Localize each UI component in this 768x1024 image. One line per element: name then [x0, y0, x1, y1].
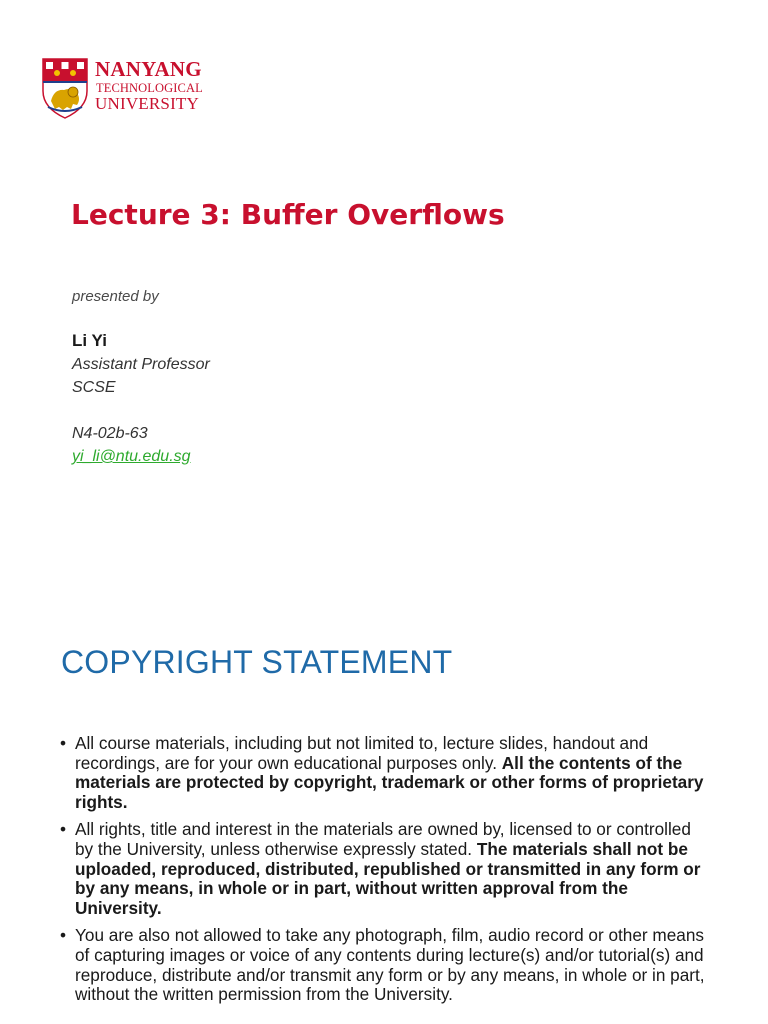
ntu-crest-icon	[40, 57, 90, 119]
lecture-title: Lecture 3: Buffer Overflows	[71, 198, 505, 231]
presenter-office: N4-02b-63	[72, 425, 148, 442]
presenter-email-link[interactable]: yi_li@ntu.edu.sg	[72, 448, 191, 465]
bullet-bold-text: All the contents of the materials are protected by copyright, trademark or other forms of proprietary rights.	[75, 752, 704, 812]
bullet-bold-text: The materials shall not be uploaded, reproduced, distributed, republished or transmitted in any form or by any means, in whole or in part, without written approval from the University.	[75, 838, 701, 918]
list-item	[60, 926, 710, 1004]
copyright-bullet-list	[60, 734, 710, 1013]
presenter-name: Li Yi	[72, 331, 107, 350]
bullet-text: All course materials, including but not limited to, lecture slides, handout and recordings, are for your own educational purposes only.	[75, 733, 649, 773]
bullet-icon: •	[60, 819, 67, 840]
bullet-icon: •	[60, 733, 67, 753]
list-item	[60, 820, 710, 918]
presenter-role: Assistant Professor	[72, 356, 210, 373]
list-item	[60, 734, 710, 812]
university-logo	[40, 57, 220, 121]
logo-line-university: UNIVERSITY	[95, 94, 199, 113]
copyright-heading: COPYRIGHT STATEMENT	[61, 644, 453, 680]
presented-by-label: presented by	[72, 288, 159, 305]
logo-line-nanyang: NANYANG	[95, 57, 202, 81]
bullet-icon: •	[60, 925, 67, 946]
bullet-text: You are also not allowed to take any photograph, film, audio record or other means of capturing images or voice of any contents during lecture(s) and/or tutorial(s) and reproduce, distribute and/or transmit any form or by any means, in whole or in part, without the written permission from the University.	[75, 925, 705, 1005]
logo-line-technological: TECHNOLOGICAL	[96, 81, 203, 95]
copyright-slide	[0, 580, 768, 1024]
presenter-department: SCSE	[72, 379, 116, 396]
bullet-text: All rights, title and interest in the materials are owned by, licensed to or controlled by the University, unless otherwise expressly stated.	[75, 819, 691, 859]
